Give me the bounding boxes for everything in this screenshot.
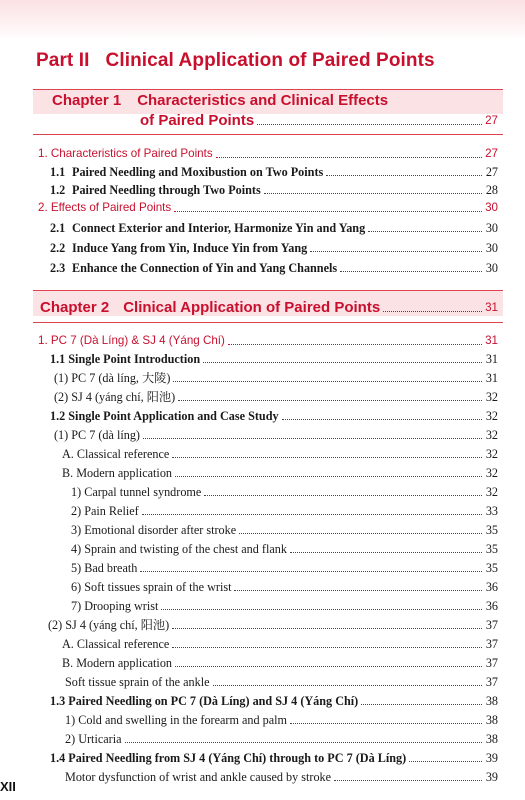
chapter1-title-line1: Characteristics and Clinical Effects (137, 92, 389, 109)
entry-page: 38 (485, 694, 498, 708)
entry-title: 1.4 Paired Needling from SJ 4 (Yáng Chí) through to PC 7 (Dà Líng) (50, 751, 407, 765)
entry-title: B. Modern application (62, 466, 173, 480)
entry-title: 2) Pain Relief (71, 504, 139, 518)
chapter2-title: Clinical Application of Paired Points (123, 299, 381, 316)
entry-page: 35 (485, 561, 498, 575)
entry-title: Enhance the Connection of Yin and Yang Channels (72, 261, 338, 275)
chapter1-title-line2[interactable] (52, 110, 498, 128)
leader-dots (204, 495, 482, 496)
toc-entry[interactable] (38, 197, 498, 215)
entry-number: 2. (38, 201, 48, 214)
toc-entry[interactable] (62, 462, 498, 480)
leader-dots (326, 175, 482, 176)
divider (33, 134, 503, 135)
toc-entry[interactable] (54, 367, 498, 385)
entry-title: 2) Urticaria (65, 732, 122, 746)
toc-entry[interactable] (71, 538, 498, 556)
entry-page: 33 (485, 504, 498, 518)
entry-title: (1) PC 7 (dà líng) (54, 428, 140, 442)
leader-dots (234, 590, 482, 591)
leader-dots (142, 514, 482, 515)
entry-page: 38 (485, 732, 498, 746)
entry-page: 35 (485, 542, 498, 556)
entry-title: (2) SJ 4 (yáng chí, 阳池) (48, 618, 170, 632)
entry-title: Induce Yang from Yin, Induce Yin from Yang (72, 241, 308, 255)
part-label: Part II (36, 50, 90, 71)
entry-title: 6) Soft tissues sprain of the wrist (71, 580, 232, 594)
entry-title: 1) Cold and swelling in the forearm and palm (65, 713, 288, 727)
entry-title: B. Modern application (62, 656, 173, 670)
leader-dots (264, 193, 482, 194)
toc-entry[interactable] (65, 671, 498, 689)
toc-entry[interactable] (54, 386, 498, 404)
toc-entry[interactable] (50, 161, 498, 179)
chapter1-heading (52, 92, 388, 109)
leader-dots (361, 704, 482, 705)
entry-page: 37 (485, 618, 498, 632)
entry-page: 36 (485, 599, 498, 613)
entry-title: 1.2 Single Point Application and Case Study (50, 409, 279, 423)
entry-title: 4) Sprain and twisting of the chest and flank (71, 542, 287, 556)
entry-page: 30 (485, 241, 498, 255)
toc-entry[interactable] (50, 237, 498, 255)
leader-dots (175, 666, 482, 667)
entry-number: 1.2 (50, 183, 66, 197)
toc-entry[interactable] (65, 766, 498, 784)
entry-page: 32 (485, 390, 498, 404)
toc-entry[interactable] (50, 217, 498, 235)
leader-dots (173, 381, 482, 382)
entry-title: 3) Emotional disorder after stroke (71, 523, 237, 537)
entry-page: 32 (485, 447, 498, 461)
leader-dots (213, 685, 482, 686)
entry-number: 2.3 (50, 261, 66, 275)
entry-title: Soft tissue sprain of the ankle (65, 675, 210, 689)
entry-page: 31 (485, 334, 498, 347)
leader-dots (203, 362, 482, 363)
entry-title: Paired Needling and Moxibustion on Two Points (72, 165, 324, 179)
entry-page: 39 (485, 751, 498, 765)
toc-entry[interactable] (48, 614, 498, 632)
entry-title: 5) Bad breath (71, 561, 138, 575)
chapter1-label: Chapter 1 (52, 92, 122, 109)
entry-page: 30 (485, 221, 498, 235)
entry-page: 32 (485, 428, 498, 442)
part-title: Clinical Application of Paired Points (105, 50, 435, 71)
leader-dots (174, 211, 482, 212)
leader-dots (290, 552, 482, 553)
entry-title: 1) Carpal tunnel syndrome (71, 485, 202, 499)
entry-page: 28 (485, 183, 498, 197)
leader-dots (282, 419, 482, 420)
leader-dots (368, 231, 482, 232)
entry-page: 27 (485, 165, 498, 179)
chapter2-heading[interactable] (40, 295, 498, 315)
leader-dots (172, 647, 482, 648)
leader-dots (383, 311, 482, 312)
leader-dots (334, 780, 482, 781)
entry-page: 32 (485, 466, 498, 480)
entry-title: 1.1 Single Point Introduction (50, 352, 201, 366)
leader-dots (172, 628, 482, 629)
leader-dots (290, 723, 482, 724)
leader-dots (140, 571, 482, 572)
toc-entry[interactable] (71, 595, 498, 613)
entry-title: A. Classical reference (62, 447, 170, 461)
entry-page: 37 (485, 637, 498, 651)
leader-dots (125, 742, 482, 743)
entry-number: 2.2 (50, 241, 66, 255)
toc-entry[interactable] (50, 747, 498, 765)
entry-page: 30 (485, 201, 498, 214)
chapter1-title-line2-text: of Paired Points (140, 112, 255, 129)
entry-page: 37 (485, 675, 498, 689)
entry-page: 31 (485, 371, 498, 385)
entry-title: 7) Drooping wrist (71, 599, 159, 613)
entry-title: 1. PC 7 (Dà Líng) & SJ 4 (Yáng Chí) (38, 334, 225, 347)
entry-page: 27 (485, 147, 498, 160)
entry-title: (1) PC 7 (dà líng, 大陵) (54, 371, 171, 385)
chapter2-label: Chapter 2 (40, 299, 110, 316)
page-folio: XII (0, 779, 16, 794)
toc-entry[interactable] (62, 633, 498, 651)
entry-page: 30 (485, 261, 498, 275)
leader-dots (172, 457, 482, 458)
leader-dots (257, 124, 482, 125)
entry-page: 36 (485, 580, 498, 594)
toc-entry[interactable] (65, 728, 498, 746)
chapter1-page: 27 (485, 114, 498, 127)
leader-dots (239, 533, 482, 534)
leader-dots (161, 609, 482, 610)
entry-title: A. Classical reference (62, 637, 170, 651)
leader-dots (340, 271, 482, 272)
leader-dots (178, 400, 482, 401)
entry-number: 1.1 (50, 165, 66, 179)
toc-entry[interactable] (54, 424, 498, 442)
toc-entry[interactable] (71, 557, 498, 575)
entry-number: 2.1 (50, 221, 66, 235)
entry-page: 31 (485, 352, 498, 366)
toc-entry[interactable] (71, 576, 498, 594)
toc-entry[interactable] (71, 481, 498, 499)
toc-entry[interactable] (50, 179, 498, 197)
toc-entry[interactable] (62, 443, 498, 461)
entry-title: Paired Needling through Two Points (72, 183, 261, 197)
entry-title: Effects of Paired Points (50, 201, 172, 214)
entry-title: 1.3 Paired Needling on PC 7 (Dà Líng) and SJ 4 (Yáng Chí) (50, 694, 359, 708)
entry-page: 32 (485, 409, 498, 423)
leader-dots (228, 344, 482, 345)
entry-page: 38 (485, 713, 498, 727)
toc-entry[interactable] (65, 709, 498, 727)
entry-title: Motor dysfunction of wrist and ankle caused by stroke (65, 770, 332, 784)
leader-dots (409, 761, 482, 762)
entry-title: Characteristics of Paired Points (50, 147, 213, 160)
entry-page: 39 (485, 770, 498, 784)
toc-entry[interactable] (71, 500, 498, 518)
toc-entry[interactable] (50, 257, 498, 275)
entry-title: (2) SJ 4 (yáng chí, 阳池) (54, 390, 176, 404)
toc-entry[interactable] (50, 690, 498, 708)
divider (33, 322, 503, 323)
leader-dots (175, 476, 482, 477)
toc-entry[interactable] (38, 330, 498, 348)
chapter2-page: 31 (485, 301, 498, 314)
toc-entry[interactable] (71, 519, 498, 537)
leader-dots (310, 251, 482, 252)
entry-title: Connect Exterior and Interior, Harmonize Yin and Yang (72, 221, 366, 235)
toc-entry[interactable] (62, 652, 498, 670)
toc-entry[interactable] (50, 348, 498, 366)
part-heading (36, 50, 506, 72)
leader-dots (216, 157, 482, 158)
entry-page: 35 (485, 523, 498, 537)
entry-page: 37 (485, 656, 498, 670)
toc-entry[interactable] (38, 143, 498, 161)
toc-entry[interactable] (50, 405, 498, 423)
entry-page: 32 (485, 485, 498, 499)
entry-number: 1. (38, 147, 48, 160)
leader-dots (143, 438, 482, 439)
